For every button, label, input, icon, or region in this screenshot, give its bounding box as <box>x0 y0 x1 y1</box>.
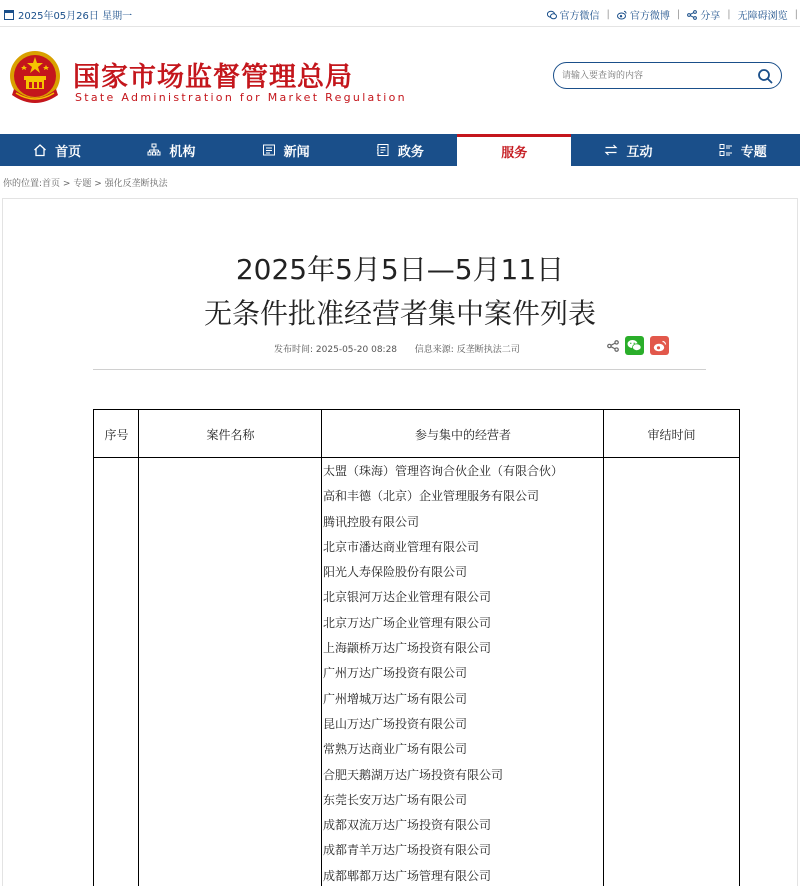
article-meta <box>274 342 520 355</box>
accessible-browse-link[interactable]: 无障碍浏览 <box>737 11 788 22</box>
breadcrumb-antitrust[interactable]: 强化反垄断执法 <box>104 179 168 189</box>
operator-entry: 成都双流万达广场投资有限公司 <box>323 818 492 833</box>
breadcrumb-topic[interactable]: 专题 <box>73 179 92 189</box>
separator: | <box>606 9 610 20</box>
share-icon <box>687 10 697 20</box>
breadcrumb-home[interactable]: 首页 <box>42 179 61 189</box>
weibo-icon <box>653 340 667 352</box>
operator-entry: 东莞长安万达广场有限公司 <box>323 792 468 807</box>
column-case-name <box>139 410 322 886</box>
site-title[interactable]: 国家市场监督管理总局 <box>73 62 353 93</box>
nav-item-service[interactable]: 服务 <box>457 134 571 166</box>
header-close-date: 审结时间 <box>647 427 696 442</box>
nav-item-org[interactable]: 机构 <box>114 134 228 166</box>
operator-entry: 成都青羊万达广场投资有限公司 <box>323 843 492 858</box>
separator: | <box>794 9 798 20</box>
nav-item-affairs[interactable]: 政务 <box>343 134 457 166</box>
operator-entry: 成都郫都万达广场管理有限公司 <box>323 868 492 883</box>
topic-icon <box>719 143 733 157</box>
operator-entry: 北京银河万达企业管理有限公司 <box>323 590 492 605</box>
home-icon <box>33 143 47 157</box>
operator-entry: 上海颛桥万达广场投资有限公司 <box>323 641 492 656</box>
weibo-share-button[interactable] <box>650 336 669 355</box>
operator-entry: 太盟（珠海）管理咨询合伙企业（有限合伙） <box>323 464 564 478</box>
top-links <box>547 7 799 22</box>
site-header <box>0 27 800 134</box>
header-index: 序号 <box>104 427 129 442</box>
operator-entry: 高和丰德（北京）企业管理服务有限公司 <box>323 489 540 504</box>
operator-entry: 阳光人寿保险股份有限公司 <box>323 565 468 580</box>
search-icon[interactable] <box>757 68 773 84</box>
wechat-share-button[interactable] <box>625 336 644 355</box>
national-emblem-icon[interactable] <box>8 49 62 107</box>
operator-entry: 广州万达广场投资有限公司 <box>323 666 468 681</box>
share-icon[interactable] <box>607 340 619 352</box>
interact-icon <box>604 143 618 157</box>
article-title <box>0 248 800 336</box>
breadcrumb: 你的位置:首页 > 专题 > 强化反垄断执法 <box>3 179 168 189</box>
operator-entry: 北京万达广场企业管理有限公司 <box>323 615 492 630</box>
publish-time: 2025-05-20 08:28 <box>315 345 398 355</box>
top-bar <box>0 0 800 27</box>
wechat-icon <box>627 339 642 352</box>
search-box <box>553 62 782 89</box>
source-name: 反垄断执法二司 <box>456 345 520 355</box>
date-display <box>4 7 132 22</box>
news-icon <box>262 143 276 157</box>
publish-label: 发布时间: <box>274 345 314 355</box>
operator-entry: 腾讯控股有限公司 <box>323 514 420 529</box>
separator: | <box>676 9 681 20</box>
header-operators: 参与集中的经营者 <box>414 427 511 442</box>
nav-item-interact[interactable]: 互动 <box>571 134 685 166</box>
title-divider <box>93 369 706 370</box>
article-title-line1: 2025年5月5日—5月11日 <box>235 253 565 286</box>
official-wechat-link[interactable]: 官方微信 <box>547 7 600 22</box>
main-nav <box>0 134 800 166</box>
search-input[interactable] <box>562 68 752 84</box>
affairs-icon <box>376 143 390 157</box>
weibo-icon <box>617 10 627 20</box>
wechat-icon <box>547 10 557 20</box>
header-case-name: 案件名称 <box>206 427 255 442</box>
org-icon <box>147 143 161 157</box>
calendar-icon <box>4 10 14 20</box>
site-subtitle: State Administration for Market Regulation <box>75 91 407 104</box>
share-link[interactable]: 分享 <box>687 7 720 22</box>
operator-entry: 昆山万达广场投资有限公司 <box>323 716 468 731</box>
operators-list <box>322 459 604 886</box>
breadcrumb-prefix: 你的位置: <box>3 179 43 189</box>
cases-table <box>93 409 740 886</box>
separator: | <box>727 9 731 20</box>
source-label: 信息来源: <box>414 345 454 355</box>
nav-item-home[interactable]: 首页 <box>0 134 114 166</box>
article-title-line2: 无条件批准经营者集中案件列表 <box>203 297 596 330</box>
operator-entry: 常熟万达商业广场有限公司 <box>323 742 468 757</box>
column-index <box>94 410 139 886</box>
nav-item-news[interactable]: 新闻 <box>229 134 343 166</box>
nav-item-topic[interactable]: 专题 <box>686 134 800 166</box>
official-weibo-link[interactable]: 官方微博 <box>617 7 670 22</box>
date-text: 2025年05月26日 星期一 <box>18 11 133 22</box>
operator-entry: 广州增城万达广场有限公司 <box>323 691 468 706</box>
operator-entry: 北京市潘达商业管理有限公司 <box>323 539 480 554</box>
operator-entry: 合肥天鹅湖万达广场投资有限公司 <box>323 767 504 782</box>
share-bar <box>607 336 669 355</box>
